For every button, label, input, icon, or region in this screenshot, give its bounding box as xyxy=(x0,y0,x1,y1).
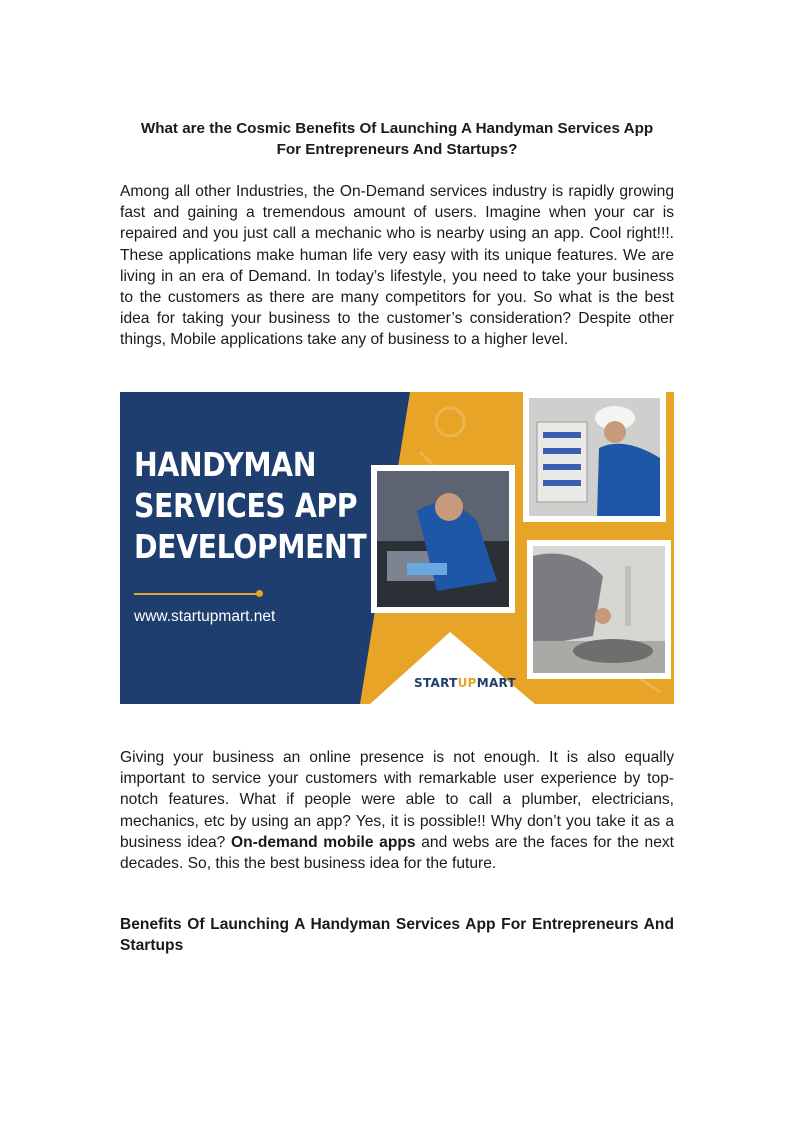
intro-paragraph: Among all other Industries, the On-Demand services industry is rapidly growing fast and gaining a tremendous amount of users. Imagine when your car is repaired and you just call a mechanic who is nearby using an app. Cool right!!!. These applications make human life very easy with its unique features. We are living in an era of Demand. In today’s lifestyle, you need to take your business to the customers as there are many competitors for you. So what is the best idea for taking your business to the customer’s consideration? Despite other things, Mobile applications take any of business to a higher level. xyxy=(120,183,674,349)
photo-plumber xyxy=(527,540,671,679)
paragraph-text-start: Giving your business an online presence is not enough. It is also equally important to service your customers with remarkable user experience by top-notch features. What if people were able to call a plumber, electricians, mechanics, etc by using an app? Yes, it is possible!! Why don’t you take it as a business idea? xyxy=(120,749,674,851)
photo-electrician xyxy=(523,392,666,522)
banner-heading xyxy=(134,444,366,567)
section-subheading: Benefits Of Launching A Handyman Services App For Entrepreneurs And Startups xyxy=(120,916,674,955)
title-line-2: For Entrepreneurs And Startups? xyxy=(276,141,518,158)
banner-divider xyxy=(134,593,260,595)
banner-heading-line-1: HANDYMAN xyxy=(134,445,317,484)
banner-heading-line-2: SERVICES APP xyxy=(134,486,358,525)
bold-phrase: On-demand mobile apps xyxy=(231,833,416,851)
paragraph-text-end: and webs are the faces for the next decades. So, this the best business idea for the future. xyxy=(120,833,674,873)
document-title xyxy=(120,118,674,160)
banner-url: www.startupmart.net xyxy=(134,608,276,625)
photo-mechanic xyxy=(371,465,515,613)
banner-heading-line-3: DEVELOPMENT xyxy=(134,527,367,566)
second-paragraph xyxy=(120,747,674,874)
title-line-1: What are the Cosmic Benefits Of Launching A Handyman Services App xyxy=(140,120,654,137)
banner-image xyxy=(120,392,674,704)
startupmart-logo: STARTUPMART xyxy=(414,676,517,690)
